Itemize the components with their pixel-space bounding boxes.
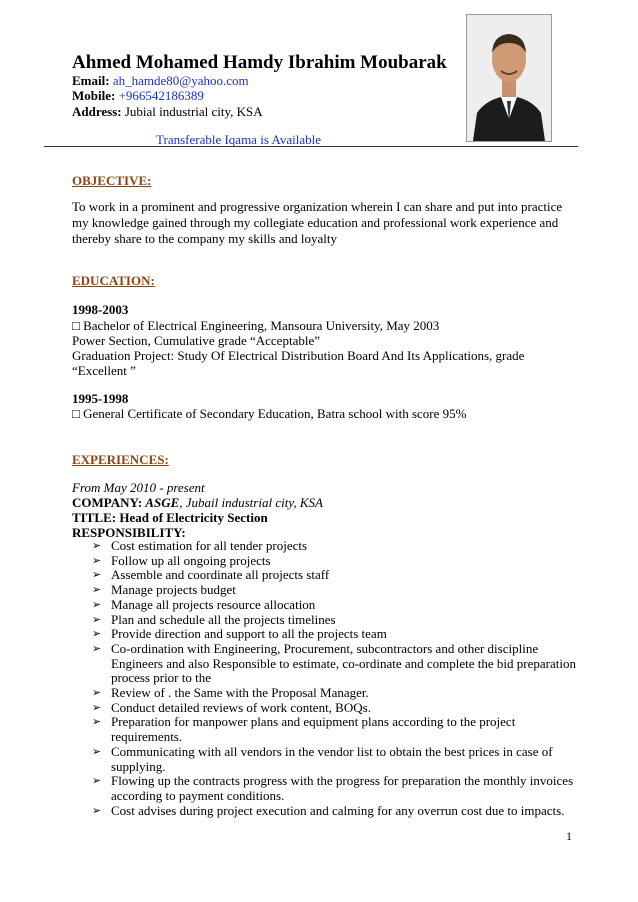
portrait-image: [467, 15, 551, 141]
education-degree: □ General Certificate of Secondary Education, Batra school with score 95%: [72, 406, 467, 421]
responsibility-item: [92, 539, 580, 554]
responsibility-text: Manage all projects resource allocation: [111, 596, 316, 612]
responsibility-item: [92, 568, 580, 583]
title-label: TITLE:: [72, 510, 117, 525]
address-line: [72, 104, 263, 120]
responsibility-item: [92, 554, 580, 569]
responsibility-text: Flowing up the contracts progress with the progress for preparation the monthly invoices according to payment conditions.: [111, 773, 574, 803]
education-heading: EDUCATION:: [72, 273, 155, 288]
arrow-bullet-icon: ➢: [92, 715, 102, 729]
responsibility-text: Preparation for manpower plans and equipment plans according to the project requirements.: [111, 714, 516, 745]
header-divider: [44, 146, 578, 147]
responsibility-text: Assemble and coordinate all projects staff: [111, 567, 330, 583]
responsibility-text: Plan and schedule all the projects timelines: [111, 611, 336, 627]
responsibility-text: Cost estimation for all tender projects: [111, 538, 308, 553]
mobile-label: Mobile:: [72, 88, 116, 103]
responsibility-text: Cost advises during project execution and calming for any overrun cost due to impacts.: [111, 802, 565, 818]
arrow-bullet-icon: ➢: [92, 700, 102, 714]
responsibility-item: [92, 627, 580, 642]
responsibility-item: [92, 642, 580, 686]
mobile-number: +966542186389: [118, 88, 204, 103]
arrow-bullet-icon: ➢: [92, 568, 102, 582]
arrow-bullet-icon: ➢: [92, 539, 102, 552]
job-title: Head of Electricity Section: [119, 510, 268, 525]
experience-period: From May 2010 - present: [72, 480, 205, 495]
responsibility-item: [92, 686, 580, 701]
candidate-name: Ahmed Mohamed Hamdy Ibrahim Moubarak: [72, 52, 447, 73]
company-location: , Jubail industrial city, KSA: [179, 495, 323, 510]
company-name: ASGE: [145, 495, 180, 510]
responsibility-text: Follow up all ongoing projects: [111, 552, 271, 568]
graduation-project: Graduation Project: Study Of Electrical Distribution Board And Its Applications, grade: [72, 348, 525, 363]
graduation-project-grade: “Excellent ”: [72, 363, 136, 378]
responsibility-item: [92, 613, 580, 628]
company-line: [72, 495, 323, 511]
company-label: COMPANY:: [72, 495, 143, 510]
page-number: 1: [566, 829, 572, 843]
mobile-line: [72, 88, 204, 104]
responsibility-item: [92, 715, 580, 744]
responsibility-item: [92, 745, 580, 774]
responsibility-text: Communicating with all vendors in the vendor list to obtain the best prices in case of supplying.: [111, 743, 553, 774]
arrow-bullet-icon: ➢: [92, 744, 102, 758]
responsibility-text: Review of . the Same with the Proposal Manager.: [111, 685, 369, 701]
objective-text: To work in a prominent and progressive organization wherein I can share and put into practice my knowledge gained through my collegiate education and professional work experience and thereby share to the company my skills and loyalty: [72, 199, 563, 246]
arrow-bullet-icon: ➢: [92, 627, 102, 641]
responsibility-item: [92, 804, 580, 819]
arrow-bullet-icon: ➢: [92, 641, 102, 655]
email-link[interactable]: ah_hamde80@yahoo.com: [112, 73, 249, 88]
email-label: Email:: [72, 73, 110, 88]
objective-heading: OBJECTIVE:: [72, 173, 152, 188]
responsibility-item: [92, 583, 580, 598]
education-years: 1995-1998: [72, 391, 129, 406]
responsibility-item: [92, 701, 580, 716]
education-section: Power Section, Cumulative grade “Acceptable”: [72, 333, 320, 348]
responsibility-item: [92, 598, 580, 613]
education-years: 1998-2003: [72, 302, 129, 317]
responsibility-label: RESPONSIBILITY:: [72, 525, 186, 540]
experiences-heading: EXPERIENCES:: [72, 452, 169, 467]
arrow-bullet-icon: ➢: [92, 774, 102, 788]
responsibility-item: [92, 774, 580, 803]
arrow-bullet-icon: ➢: [92, 553, 102, 567]
responsibility-text: Conduct detailed reviews of work content, BOQs.: [111, 699, 371, 715]
arrow-bullet-icon: ➢: [92, 583, 102, 597]
education-degree: □ Bachelor of Electrical Engineering, Mansoura University, May 2003: [72, 318, 440, 333]
address-value: Jubial industrial city, KSA: [124, 104, 263, 119]
iqama-note: Transferable Iqama is Available: [156, 132, 321, 147]
profile-photo: [466, 14, 552, 142]
arrow-bullet-icon: ➢: [92, 803, 102, 817]
arrow-bullet-icon: ➢: [92, 686, 102, 700]
address-label: Address:: [72, 104, 122, 119]
title-line: [72, 510, 268, 526]
responsibility-text: Co-ordination with Engineering, Procurement, subcontractors and other discipline Engineers and also Responsible to estimate, co-ordinate and complete the bid preparation process prior to the: [111, 640, 576, 686]
email-line: [72, 73, 249, 89]
responsibility-text: Manage projects budget: [111, 582, 236, 598]
responsibility-list: [92, 539, 580, 818]
arrow-bullet-icon: ➢: [92, 597, 102, 611]
responsibility-text: Provide direction and support to all the projects team: [111, 626, 387, 642]
arrow-bullet-icon: ➢: [92, 612, 102, 626]
